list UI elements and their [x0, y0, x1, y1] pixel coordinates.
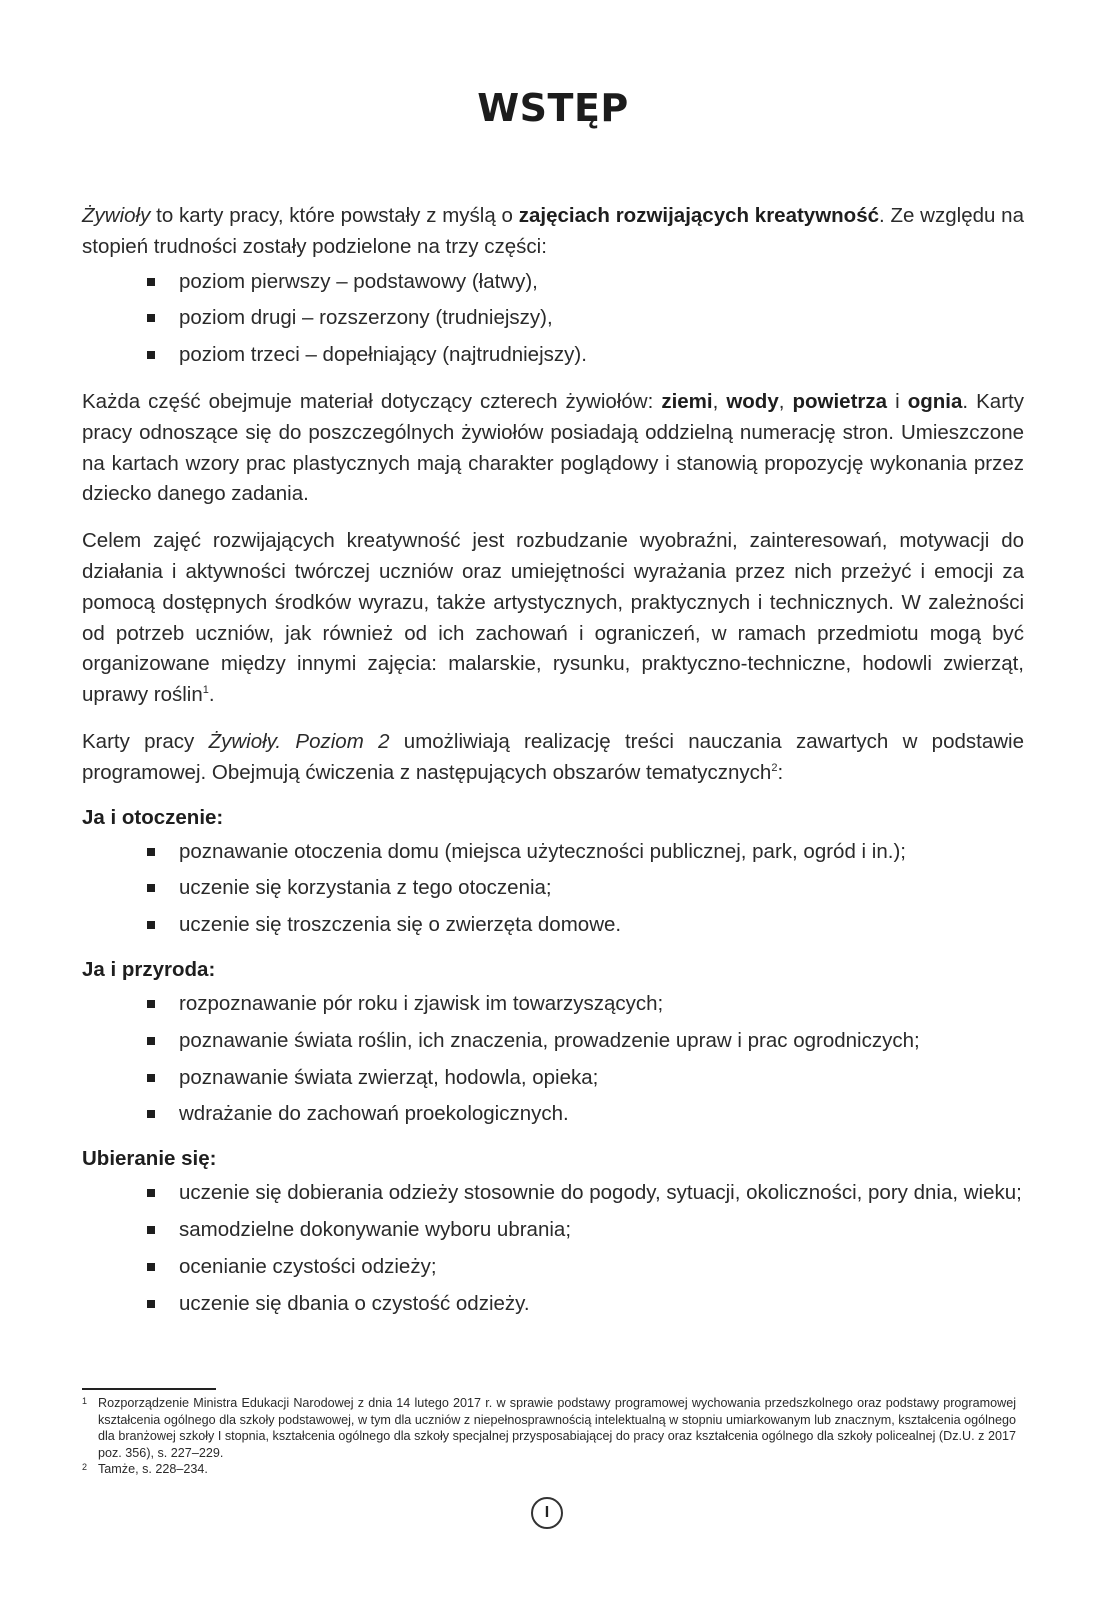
curriculum-paragraph [82, 727, 1024, 789]
bullet-icon [147, 848, 155, 856]
intro-paragraph [82, 201, 1024, 263]
separator: i [887, 389, 908, 413]
list-item [147, 1063, 1024, 1094]
levels-list [82, 267, 1024, 371]
bullet-icon [147, 1263, 155, 1271]
bullet-icon [147, 921, 155, 929]
bullet-icon [147, 314, 155, 322]
list-item-text: poznawanie otoczenia domu (miejsca użyteczności publicznej, park, ogród i in.); [179, 839, 906, 863]
page-title: WSTĘP [477, 86, 629, 130]
section-heading: Ja i otoczenie: [82, 805, 224, 829]
list-item-text: uczenie się dobierania odzieży stosownie do pogody, sytuacji, okoliczności, pory dnia, wieku; [179, 1181, 1022, 1205]
element-earth: ziemi [661, 389, 713, 413]
separator: , [712, 389, 727, 413]
list-item-text: uczenie się korzystania z tego otoczenia; [179, 876, 552, 900]
list-item-text: poziom trzeci – dopełniający (najtrudniejszy). [179, 343, 587, 367]
list-item [147, 1215, 1024, 1246]
bullet-icon [147, 278, 155, 286]
intro-bold-phrase: zajęciach rozwijających kreatywność [518, 204, 879, 227]
list-item-text: poznawanie świata roślin, ich znaczenia, prowadzenie upraw i prac ogrodniczych; [179, 1028, 920, 1052]
paragraph-text: Każda część obejmuje materiał dotyczący czterech żywiołów: [82, 389, 662, 413]
paragraph-text: Karty pracy [82, 729, 209, 753]
list-item [147, 340, 1024, 371]
paragraph-end: : [777, 760, 784, 784]
paragraph-text: . Karty pracy odnoszące się do poszczególnych żywiołów posiadają oddzielną numerację stron. Umieszczone na kartach wzory prac plastycznych mają charakter poglądowy i stanowią propozycję wykonania przez dziecko danego zadania. [82, 389, 1024, 506]
list-item [147, 910, 1024, 941]
footnote-number: 2 [82, 1462, 88, 1473]
paragraph-text: umożliwiają realizację treści nauczania zawartych w podstawie programowej. Obejmują ćwiczenia z następujących obszarów tematycznych [82, 729, 1024, 784]
list-item [147, 1289, 1024, 1320]
bullet-icon [147, 1189, 155, 1197]
bullet-icon [147, 884, 155, 892]
footnote-number: 1 [82, 1396, 88, 1406]
list-item-text: poziom pierwszy – podstawowy (łatwy), [179, 269, 538, 293]
list-item [147, 303, 1024, 334]
list-item [147, 837, 1024, 868]
bullet-icon [147, 1037, 155, 1045]
elements-paragraph [82, 387, 1024, 510]
list-item [147, 1178, 1024, 1209]
bullet-icon [147, 1000, 155, 1008]
list-item [147, 1099, 1024, 1130]
footnote-text: Rozporządzenie Ministra Edukacji Narodowej z dnia 14 lutego 2017 r. w sprawie podstawy programowej wychowania przedszkolnego oraz podstawy programowej kształcenia ogólnego dla szkoły podstawowej, w tym dla uczniów z niepełnosprawnością intelektualną w stopniu umiarkowanym lub znacznym, kształcenia ogólnego dla branżowej szkoły I stopnia, kształcenia ogólnego dla szkoły specjalnej przysposabiającej do pracy oraz kształcenia ogólnego dla szkoły policealnej (Dz.U. z 2017 poz. 356), s. 227–229. [98, 1396, 1016, 1460]
footnote-ref-2: 2 [771, 761, 778, 774]
bullet-icon [147, 1300, 155, 1308]
goal-paragraph [82, 526, 1024, 711]
section-list [82, 1178, 1024, 1319]
footnote-ref-1: 1 [202, 684, 209, 697]
list-item [147, 1026, 1024, 1057]
intro-text-1: to karty pracy, które powstały z myślą o [150, 204, 519, 227]
intro-italic-title: Żywioły [82, 204, 151, 227]
bullet-icon [147, 1074, 155, 1082]
list-item [147, 1252, 1024, 1283]
element-fire: ognia [907, 389, 963, 413]
list-item-text: poznawanie świata zwierząt, hodowla, opieka; [179, 1065, 599, 1089]
footnotes [82, 1388, 1016, 1478]
list-item-text: wdrażanie do zachowań proekologicznych. [179, 1102, 569, 1126]
body-text [82, 201, 1024, 1319]
list-item [147, 989, 1024, 1020]
book-title: Żywioły. Poziom 2 [208, 729, 390, 753]
intro-text-2: . Ze względu na stopień trudności zostały podzielone na trzy części: [82, 204, 1024, 258]
page-number: I [531, 1497, 563, 1529]
separator: , [778, 389, 793, 413]
element-air: powietrza [792, 389, 888, 413]
footnote-1 [82, 1395, 1016, 1461]
section-list [82, 837, 1024, 941]
list-item-text: poziom drugi – rozszerzony (trudniejszy), [179, 306, 553, 330]
section-list [82, 989, 1024, 1130]
section-heading: Ja i przyroda: [82, 957, 216, 981]
bullet-icon [147, 1110, 155, 1118]
element-water: wody [726, 389, 779, 413]
list-item-text: uczenie się dbania o czystość odzieży. [179, 1291, 530, 1315]
footnote-2 [82, 1461, 1016, 1478]
paragraph-text: Celem zajęć rozwijających kreatywność jest rozbudzanie wyobraźni, zainteresowań, motywacji do działania i aktywności twórczej uczniów oraz umiejętności wyrażania przez nich przeżyć i emocji za pomocą dostępnych środków wyrazu, także artystycznych, praktycznych i technicznych. W zależności od potrzeb uczniów, jak również od ich zachowań i ograniczeń, w ramach przedmiotu mogą być organizowane między innymi zajęcia: malarskie, rysunku, praktyczno-techniczne, hodowli zwierząt, uprawy roślin [82, 529, 1024, 707]
paragraph-end: . [208, 683, 215, 707]
list-item-text: samodzielne dokonywanie wyboru ubrania; [179, 1217, 572, 1241]
list-item [147, 873, 1024, 904]
section-heading: Ubieranie się: [82, 1147, 217, 1171]
bullet-icon [147, 351, 155, 359]
list-item [147, 267, 1024, 298]
list-item-text: ocenianie czystości odzieży; [179, 1254, 437, 1278]
list-item-text: uczenie się troszczenia się o zwierzęta domowe. [179, 913, 622, 937]
list-item-text: rozpoznawanie pór roku i zjawisk im towarzyszących; [179, 991, 664, 1015]
footnote-divider [82, 1388, 216, 1390]
footnote-text: Tamże, s. 228–234. [98, 1462, 208, 1477]
bullet-icon [147, 1226, 155, 1234]
